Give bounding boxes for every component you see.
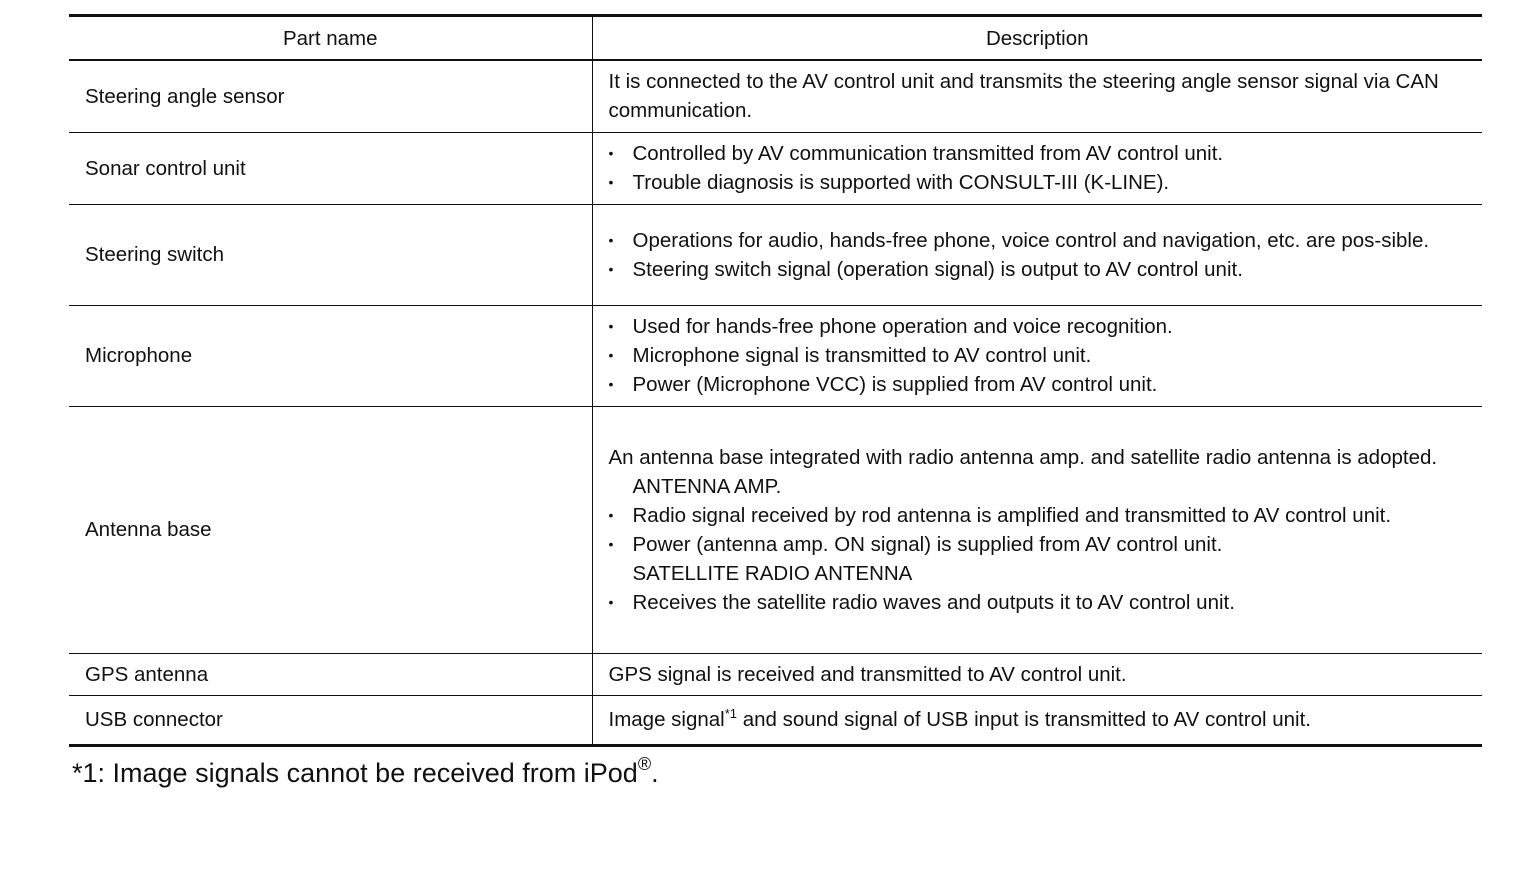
table-body xyxy=(69,60,1482,745)
bullet-item xyxy=(609,226,1473,255)
bullet-item xyxy=(609,168,1473,197)
description-text xyxy=(609,443,1473,472)
bullet-item xyxy=(609,530,1473,559)
bullet-text: Radio signal received by rod antenna is amplified and transmitted to AV control unit. xyxy=(632,503,1392,527)
description-cell xyxy=(592,204,1482,305)
bullet-icon: • xyxy=(608,318,614,334)
part-name-cell: Microphone xyxy=(69,305,592,406)
table-row xyxy=(69,695,1482,745)
description-text xyxy=(609,660,1473,689)
description-segment: ANTENNA AMP. xyxy=(632,474,782,498)
bullet-icon: • xyxy=(608,376,614,392)
bullet-text: Receives the satellite radio waves and outputs it to AV control unit. xyxy=(632,590,1235,614)
bullet-item xyxy=(609,139,1473,168)
parts-table xyxy=(69,14,1482,747)
description-segment: and sound signal of USB input is transmitted to AV control unit. xyxy=(737,708,1311,731)
bullet-item xyxy=(609,501,1473,530)
bullet-icon: • xyxy=(608,174,614,190)
part-name-cell: Steering switch xyxy=(69,204,592,305)
bullet-icon: • xyxy=(608,506,614,523)
part-name-cell: Steering angle sensor xyxy=(69,60,592,132)
bullet-item xyxy=(609,255,1473,284)
description-cell xyxy=(592,406,1482,653)
description-segment: It is connected to the AV control unit and transmits the steering angle sensor signal via CAN communication. xyxy=(608,70,1439,123)
description-text xyxy=(609,705,1473,734)
description-subheading xyxy=(609,559,1473,588)
part-name-cell: USB connector xyxy=(69,695,592,745)
part-name-cell: Antenna base xyxy=(69,406,592,653)
footnote-reference: *1 xyxy=(724,706,738,721)
table-row xyxy=(69,653,1482,695)
description-cell xyxy=(592,132,1482,204)
description-segment: SATELLITE RADIO ANTENNA xyxy=(632,561,913,585)
bullet-text: Power (antenna amp. ON signal) is supplied from AV control unit. xyxy=(632,532,1223,556)
bullet-item xyxy=(609,341,1473,370)
bullet-text: Controlled by AV communication transmitted from AV control unit. xyxy=(632,142,1224,165)
part-name-cell: GPS antenna xyxy=(69,653,592,695)
bullet-icon: • xyxy=(608,535,614,552)
bullet-icon: • xyxy=(608,145,614,161)
description-segment: GPS signal is received and transmitted to AV control unit. xyxy=(608,662,1127,686)
bullet-text: Power (Microphone VCC) is supplied from AV control unit. xyxy=(632,373,1158,396)
header-part-name: Part name xyxy=(69,16,592,61)
description-cell xyxy=(592,305,1482,406)
description-text xyxy=(609,67,1473,125)
description-segment: Image signal xyxy=(608,708,725,731)
footnote-text: *1: Image signals cannot be received from iPod xyxy=(72,758,638,788)
description-cell xyxy=(592,60,1482,132)
bullet-text: Trouble diagnosis is supported with CONSULT-III (K-LINE). xyxy=(632,171,1170,194)
bullet-item xyxy=(609,312,1473,341)
bullet-text: Microphone signal is transmitted to AV control unit. xyxy=(632,344,1092,367)
description-subheading xyxy=(609,472,1473,501)
table-row xyxy=(69,132,1482,204)
footnote xyxy=(72,756,659,790)
bullet-icon: • xyxy=(608,593,614,610)
description-cell xyxy=(592,653,1482,695)
part-name-cell: Sonar control unit xyxy=(69,132,592,204)
table-header-row xyxy=(69,16,1482,61)
description-cell xyxy=(592,695,1482,745)
description-segment: An antenna base integrated with radio antenna amp. and satellite radio antenna is adopted. xyxy=(608,445,1438,469)
table-row xyxy=(69,60,1482,132)
bullet-icon: • xyxy=(608,347,614,363)
footnote-end: . xyxy=(651,758,659,788)
bullet-text: Used for hands-free phone operation and voice recognition. xyxy=(632,315,1173,338)
bullet-icon: • xyxy=(608,231,614,248)
bullet-icon: • xyxy=(608,260,614,277)
bullet-item xyxy=(609,370,1473,399)
bullet-item xyxy=(609,588,1473,617)
header-description: Description xyxy=(592,16,1482,61)
table-row xyxy=(69,305,1482,406)
table-row xyxy=(69,204,1482,305)
bullet-text: Operations for audio, hands-free phone, voice control and navigation, etc. are pos-sible. xyxy=(632,228,1430,252)
bullet-text: Steering switch signal (operation signal) is output to AV control unit. xyxy=(632,257,1243,281)
table-row xyxy=(69,406,1482,653)
registered-mark: ® xyxy=(637,754,652,774)
